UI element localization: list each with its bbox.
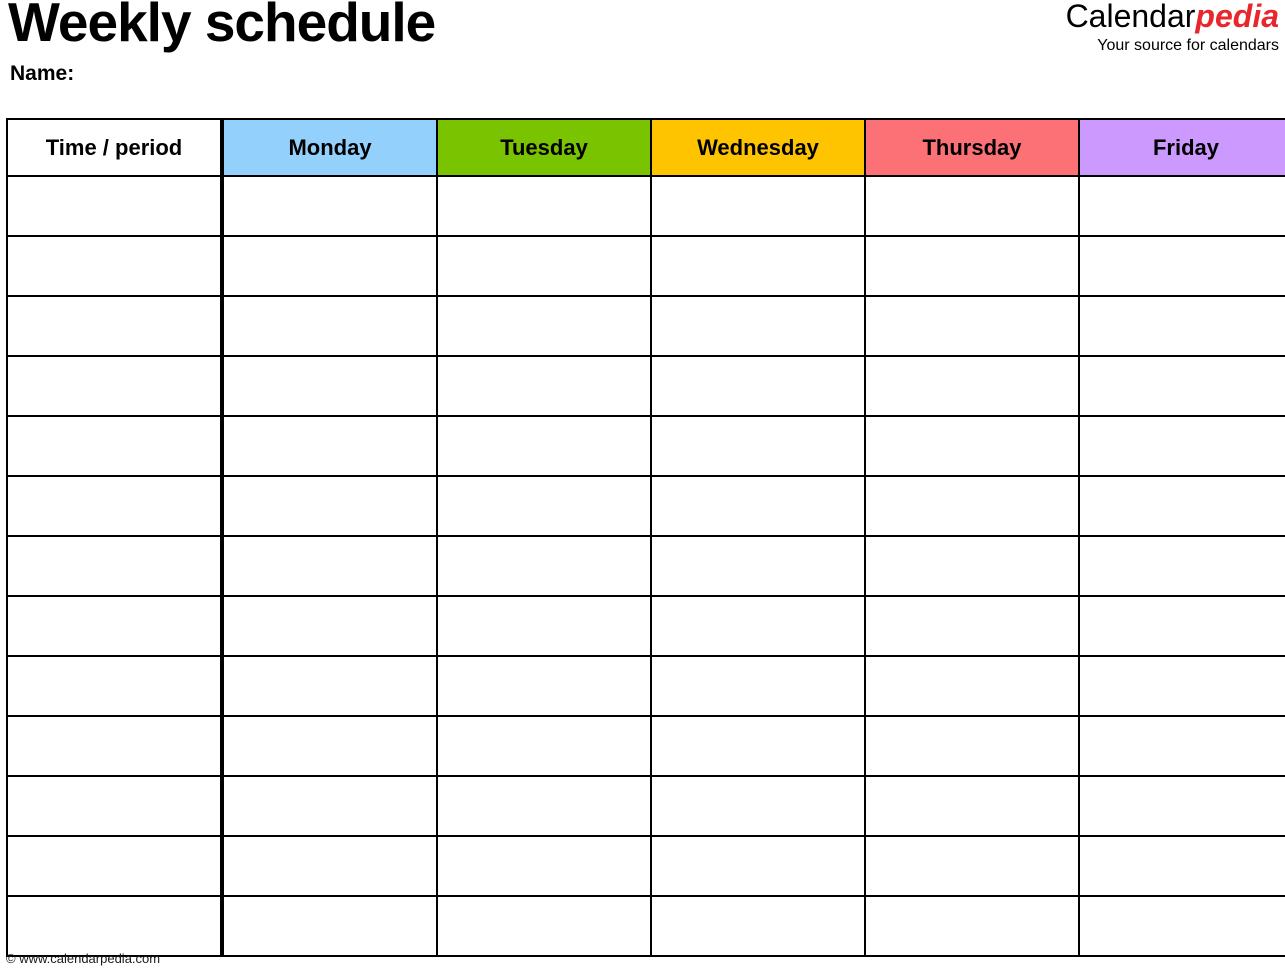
cell-wednesday[interactable] xyxy=(651,476,865,536)
cell-wednesday[interactable] xyxy=(651,356,865,416)
cell-wednesday[interactable] xyxy=(651,416,865,476)
cell-wednesday[interactable] xyxy=(651,176,865,236)
cell-tuesday[interactable] xyxy=(437,596,651,656)
cell-thursday[interactable] xyxy=(865,176,1079,236)
cell-tuesday[interactable] xyxy=(437,476,651,536)
page-header xyxy=(0,0,1285,112)
brand-name-part1: Calendar xyxy=(1065,0,1196,34)
cell-time-period[interactable] xyxy=(7,776,222,836)
brand-block xyxy=(1066,0,1279,54)
cell-tuesday[interactable] xyxy=(437,776,651,836)
column-header-tuesday: Tuesday xyxy=(437,119,651,176)
cell-monday[interactable] xyxy=(222,356,437,416)
cell-wednesday[interactable] xyxy=(651,536,865,596)
cell-monday[interactable] xyxy=(222,536,437,596)
table-row xyxy=(7,416,1285,476)
cell-thursday[interactable] xyxy=(865,716,1079,776)
cell-friday[interactable] xyxy=(1079,596,1285,656)
cell-time-period[interactable] xyxy=(7,656,222,716)
cell-thursday[interactable] xyxy=(865,896,1079,956)
cell-time-period[interactable] xyxy=(7,896,222,956)
cell-tuesday[interactable] xyxy=(437,716,651,776)
table-row xyxy=(7,356,1285,416)
page-title: Weekly schedule xyxy=(8,0,436,53)
cell-friday[interactable] xyxy=(1079,176,1285,236)
cell-time-period[interactable] xyxy=(7,596,222,656)
cell-time-period[interactable] xyxy=(7,476,222,536)
calendarpedia-logo xyxy=(1066,0,1279,32)
cell-thursday[interactable] xyxy=(865,776,1079,836)
table-row xyxy=(7,836,1285,896)
cell-tuesday[interactable] xyxy=(437,356,651,416)
cell-friday[interactable] xyxy=(1079,656,1285,716)
cell-wednesday[interactable] xyxy=(651,776,865,836)
cell-time-period[interactable] xyxy=(7,356,222,416)
cell-wednesday[interactable] xyxy=(651,656,865,716)
cell-friday[interactable] xyxy=(1079,836,1285,896)
table-row xyxy=(7,716,1285,776)
table-row xyxy=(7,896,1285,956)
cell-wednesday[interactable] xyxy=(651,236,865,296)
cell-tuesday[interactable] xyxy=(437,296,651,356)
schedule-table-wrapper xyxy=(6,118,1279,957)
cell-tuesday[interactable] xyxy=(437,416,651,476)
cell-monday[interactable] xyxy=(222,296,437,356)
cell-time-period[interactable] xyxy=(7,296,222,356)
cell-wednesday[interactable] xyxy=(651,716,865,776)
cell-wednesday[interactable] xyxy=(651,836,865,896)
cell-time-period[interactable] xyxy=(7,416,222,476)
cell-friday[interactable] xyxy=(1079,236,1285,296)
cell-time-period[interactable] xyxy=(7,836,222,896)
cell-thursday[interactable] xyxy=(865,836,1079,896)
cell-wednesday[interactable] xyxy=(651,896,865,956)
cell-friday[interactable] xyxy=(1079,716,1285,776)
table-row xyxy=(7,476,1285,536)
column-header-thursday: Thursday xyxy=(865,119,1079,176)
cell-monday[interactable] xyxy=(222,176,437,236)
cell-thursday[interactable] xyxy=(865,416,1079,476)
cell-friday[interactable] xyxy=(1079,296,1285,356)
schedule-table-head xyxy=(7,119,1285,176)
cell-thursday[interactable] xyxy=(865,536,1079,596)
table-row xyxy=(7,656,1285,716)
cell-monday[interactable] xyxy=(222,476,437,536)
table-row xyxy=(7,296,1285,356)
cell-friday[interactable] xyxy=(1079,476,1285,536)
table-row xyxy=(7,536,1285,596)
cell-friday[interactable] xyxy=(1079,896,1285,956)
cell-monday[interactable] xyxy=(222,416,437,476)
cell-wednesday[interactable] xyxy=(651,296,865,356)
cell-monday[interactable] xyxy=(222,236,437,296)
cell-thursday[interactable] xyxy=(865,476,1079,536)
column-header-monday: Monday xyxy=(222,119,437,176)
cell-thursday[interactable] xyxy=(865,296,1079,356)
cell-time-period[interactable] xyxy=(7,236,222,296)
cell-time-period[interactable] xyxy=(7,536,222,596)
cell-friday[interactable] xyxy=(1079,356,1285,416)
cell-friday[interactable] xyxy=(1079,776,1285,836)
weekly-schedule-table xyxy=(6,118,1285,957)
table-row xyxy=(7,776,1285,836)
cell-thursday[interactable] xyxy=(865,656,1079,716)
name-label: Name: xyxy=(10,62,75,85)
schedule-table-body xyxy=(7,176,1285,956)
cell-tuesday[interactable] xyxy=(437,236,651,296)
brand-name-part2: pedia xyxy=(1195,0,1279,34)
brand-tagline: Your source for calendars xyxy=(1097,37,1279,54)
cell-wednesday[interactable] xyxy=(651,596,865,656)
column-header-friday: Friday xyxy=(1079,119,1285,176)
cell-tuesday[interactable] xyxy=(437,656,651,716)
cell-thursday[interactable] xyxy=(865,596,1079,656)
cell-monday[interactable] xyxy=(222,836,437,896)
table-row xyxy=(7,596,1285,656)
cell-monday[interactable] xyxy=(222,896,437,956)
copyright-footer: © www.calendarpedia.com xyxy=(6,951,161,966)
cell-tuesday[interactable] xyxy=(437,896,651,956)
cell-tuesday[interactable] xyxy=(437,836,651,896)
column-header-wednesday: Wednesday xyxy=(651,119,865,176)
cell-friday[interactable] xyxy=(1079,416,1285,476)
cell-monday[interactable] xyxy=(222,656,437,716)
cell-thursday[interactable] xyxy=(865,236,1079,296)
cell-thursday[interactable] xyxy=(865,356,1079,416)
cell-friday[interactable] xyxy=(1079,536,1285,596)
cell-monday[interactable] xyxy=(222,596,437,656)
table-row xyxy=(7,176,1285,236)
cell-time-period[interactable] xyxy=(7,716,222,776)
cell-monday[interactable] xyxy=(222,776,437,836)
column-header-time-period: Time / period xyxy=(7,119,222,176)
cell-tuesday[interactable] xyxy=(437,536,651,596)
table-row xyxy=(7,236,1285,296)
cell-monday[interactable] xyxy=(222,716,437,776)
schedule-header-row xyxy=(7,119,1285,176)
cell-time-period[interactable] xyxy=(7,176,222,236)
cell-tuesday[interactable] xyxy=(437,176,651,236)
